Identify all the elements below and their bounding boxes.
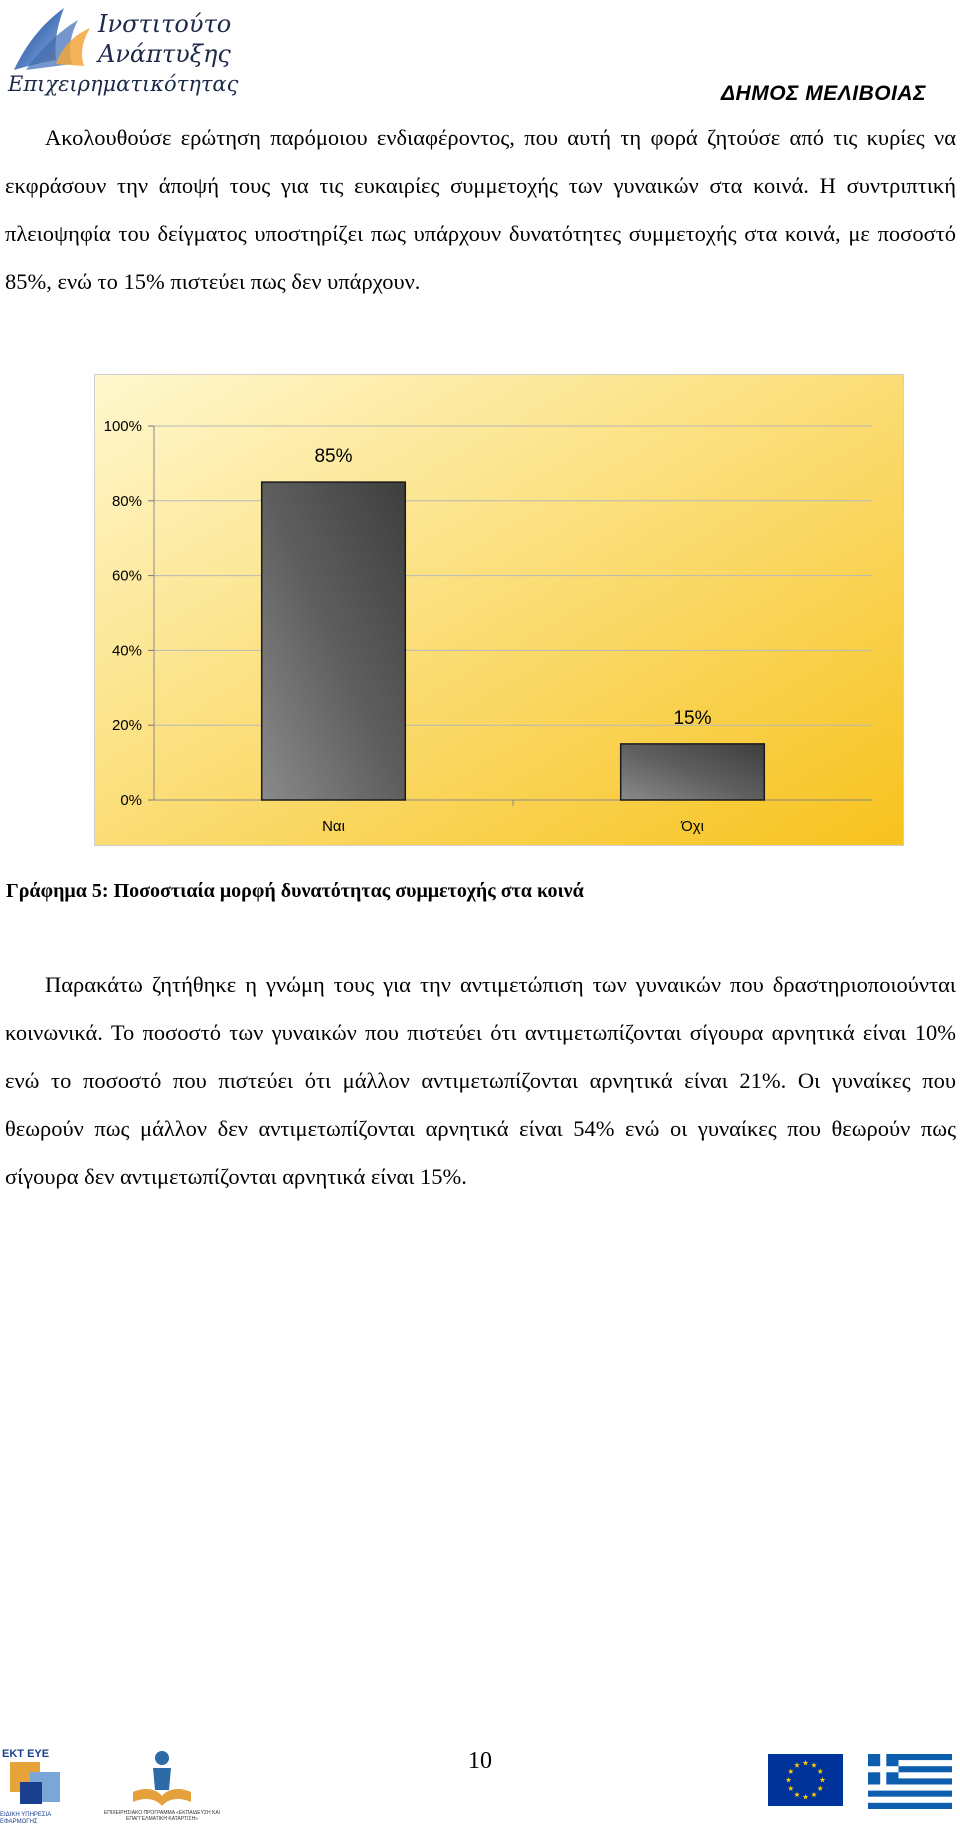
bar-chart [94,374,904,846]
ekt-logo-text-1: ΕΚΤ [2,1748,24,1760]
bar-1 [262,482,406,800]
institute-logo [6,4,239,98]
program-logo-caption: ΕΠΙΧΕΙΡΗΣΙΑΚΟ ΠΡΟΓΡΑΜΜΑ «ΕΚΠΑΙΔΕΥΣΗ ΚΑΙ ΕΠΑΓΓΕΛΜΑΤΙΚΗ ΚΑΤΑΡΤΙΣΗ» [103,1810,221,1822]
y-tick-label-100: 100% [103,418,142,435]
x-tick-label-2: Όχι [681,818,704,835]
eu-flag-icon [768,1754,843,1806]
x-tick-label-1: Ναι [322,818,345,835]
logo-line-1: Ινστιτούτο [98,10,232,38]
paragraph-followup [5,961,956,1201]
data-label-1: 85% [314,446,353,468]
chart-background [95,375,904,846]
y-tick-label-0: 0% [120,792,142,809]
y-tick-label-60: 60% [111,567,142,585]
paragraph-intro-text: Ακολουθούσε ερώτηση παρόμοιου ενδιαφέροντος, που αυτή τη φορά ζητούσε από τις κυρίες να εκφράσουν την άποψή τους για τις ευκαιρίες συμμετοχής των γυναικών στα κοινά. Η συντριπτική πλειοψηφία του δείγματος υποστηρίζει πως υπάρχουν δυνατότητες συμμετοχής στα κοινά, με ποσοστό 85%, ενώ το 15% πιστεύει πως δεν υπάρχουν. [5,125,956,294]
municipality-header: ΔΗΜΟΣ ΜΕΛΙΒΟΙΑΣ [720,82,926,105]
bar-chart-svg [94,374,904,846]
ekt-logo-caption: ΕΙΔΙΚΗ ΥΠΗΡΕΣΙΑ ΕΦΑΡΜΟΓΗΣ [0,1812,51,1825]
page-number: 10 [468,1748,492,1774]
paragraph-intro [5,114,956,306]
logo-line-2: Ανάπτυξης [98,40,231,68]
bar-2 [621,744,765,800]
ekt-logo-text-2: ΕΥΕ [27,1748,50,1760]
chart-caption: Γράφημα 5: Ποσοστιαία μορφή δυνατότητας συμμετοχής στα κοινά [6,880,584,902]
y-tick-label-80: 80% [111,492,142,510]
paragraph-followup-text: Παρακάτω ζητήθηκε η γνώμη τους για την αντιμετώπιση των γυναικών που δραστηριοποιούνται κοινωνικά. Το ποσοστό των γυναικών που πιστεύει ότι αντιμετωπίζονται σίγουρα αρνητικά είναι 10% ενώ το ποσοστό που πιστεύει ότι μάλλον αντιμετωπίζονται αρνητικά είναι 21%. Οι γυναίκες που θεωρούν πως μάλλον δεν αντιμετωπίζονται αρνητικά είναι 54% ενώ οι γυναίκες που θεωρούν πως σίγουρα δεν αντιμετωπίζονται αρνητικά είναι 15%. [5,972,956,1189]
greek-flag-icon [868,1754,952,1809]
data-label-2: 15% [673,707,712,729]
y-tick-label-20: 20% [111,717,142,735]
logo-line-3: Επιχειρηματικότητας [8,72,239,96]
y-tick-label-40: 40% [111,642,142,660]
